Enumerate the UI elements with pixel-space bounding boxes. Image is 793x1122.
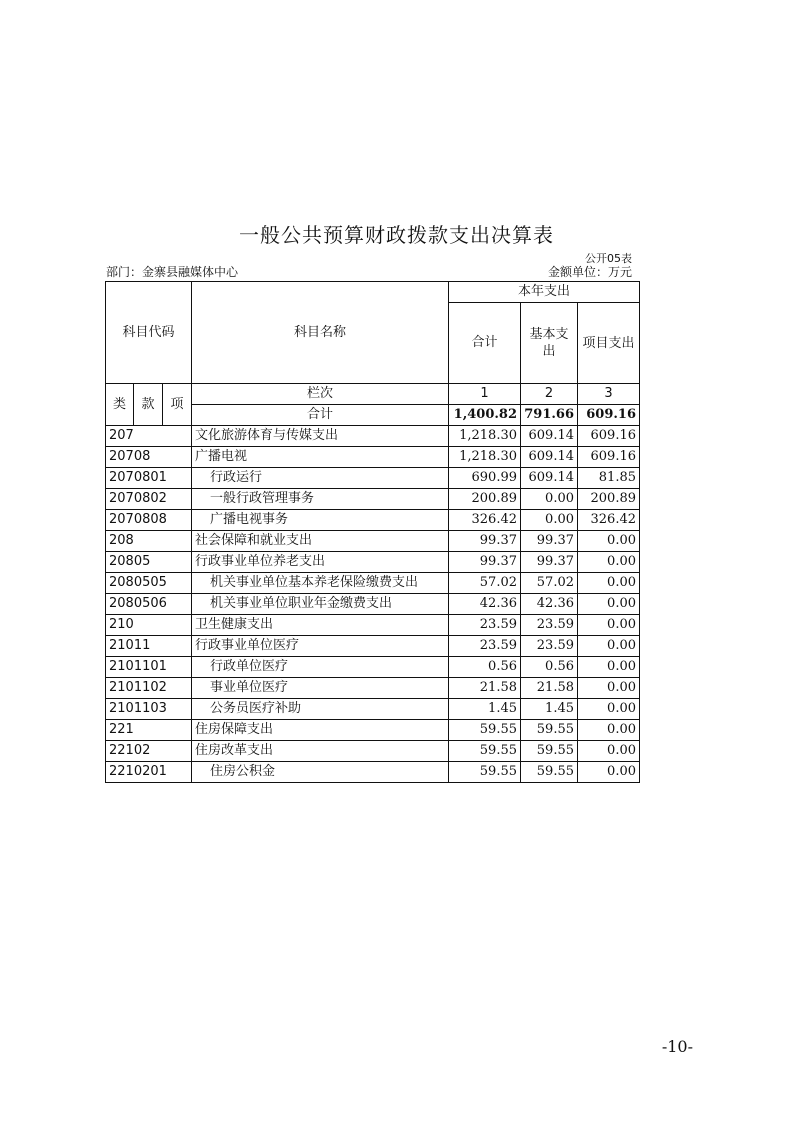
expenditure-table (105, 281, 640, 783)
row-total: 21.58 (449, 678, 521, 699)
table-row (106, 594, 640, 615)
row-total: 0.56 (449, 657, 521, 678)
column-number-row (106, 384, 640, 405)
row-name: 住房保障支出 (192, 720, 449, 741)
row-name: 广播电视 (192, 447, 449, 468)
row-name: 社会保障和就业支出 (192, 531, 449, 552)
form-number: 公开05表 (585, 252, 632, 265)
row-total: 59.55 (449, 720, 521, 741)
row-basic: 99.37 (521, 552, 578, 573)
table-row (106, 426, 640, 447)
table-row (106, 699, 640, 720)
lei-header: 类 (106, 384, 134, 426)
header-row-1 (106, 282, 640, 303)
row-name: 事业单位医疗 (192, 678, 449, 699)
row-total: 59.55 (449, 741, 521, 762)
row-name: 行政事业单位医疗 (192, 636, 449, 657)
row-project: 0.00 (578, 552, 640, 573)
row-basic: 23.59 (521, 615, 578, 636)
kuan-header: 款 (134, 384, 163, 426)
row-code: 20708 (106, 447, 192, 468)
row-total: 57.02 (449, 573, 521, 594)
xiang-header: 项 (163, 384, 192, 426)
row-name: 住房改革支出 (192, 741, 449, 762)
row-total: 99.37 (449, 552, 521, 573)
row-basic: 609.14 (521, 426, 578, 447)
grand-total-amount: 1,400.82 (449, 405, 521, 426)
row-code: 2070801 (106, 468, 192, 489)
row-name: 住房公积金 (192, 762, 449, 783)
row-code: 21011 (106, 636, 192, 657)
table-row (106, 615, 640, 636)
row-project: 81.85 (578, 468, 640, 489)
table-row (106, 447, 640, 468)
department-label: 部门：金寨县融媒体中心 (106, 265, 239, 279)
table-row (106, 741, 640, 762)
row-code: 210 (106, 615, 192, 636)
table-row (106, 657, 640, 678)
grand-total-basic: 791.66 (521, 405, 578, 426)
row-name: 文化旅游体育与传媒支出 (192, 426, 449, 447)
row-basic: 609.14 (521, 447, 578, 468)
row-name: 行政运行 (192, 468, 449, 489)
column-number-label: 栏次 (192, 384, 449, 405)
row-total: 1.45 (449, 699, 521, 720)
total-header: 合计 (449, 303, 521, 384)
amount-unit-label: 金额单位：万元 (547, 265, 632, 279)
row-code: 207 (106, 426, 192, 447)
row-name: 一般行政管理事务 (192, 489, 449, 510)
row-project: 0.00 (578, 531, 640, 552)
row-project: 0.00 (578, 615, 640, 636)
row-total: 1,218.30 (449, 447, 521, 468)
column-1-number: 1 (449, 384, 521, 405)
table-row (106, 489, 640, 510)
row-project: 200.89 (578, 489, 640, 510)
row-name: 机关事业单位职业年金缴费支出 (192, 594, 449, 615)
row-code: 221 (106, 720, 192, 741)
row-name: 卫生健康支出 (192, 615, 449, 636)
row-project: 0.00 (578, 594, 640, 615)
table-row (106, 636, 640, 657)
row-basic: 609.14 (521, 468, 578, 489)
row-basic: 42.36 (521, 594, 578, 615)
row-code: 208 (106, 531, 192, 552)
row-total: 200.89 (449, 489, 521, 510)
row-basic: 0.00 (521, 489, 578, 510)
subject-code-header: 科目代码 (106, 282, 192, 384)
row-code: 22102 (106, 741, 192, 762)
row-total: 99.37 (449, 531, 521, 552)
row-code: 2101101 (106, 657, 192, 678)
table-row (106, 552, 640, 573)
row-basic: 59.55 (521, 720, 578, 741)
row-total: 690.99 (449, 468, 521, 489)
current-year-header: 本年支出 (449, 282, 640, 303)
column-3-number: 3 (578, 384, 640, 405)
row-project: 326.42 (578, 510, 640, 531)
row-total: 42.36 (449, 594, 521, 615)
row-code: 2080505 (106, 573, 192, 594)
table-row (106, 468, 640, 489)
row-code: 20805 (106, 552, 192, 573)
row-basic: 23.59 (521, 636, 578, 657)
project-header: 项目支出 (578, 303, 640, 384)
report-title: 一般公共预算财政拨款支出决算表 (239, 223, 554, 247)
row-basic: 57.02 (521, 573, 578, 594)
row-total: 23.59 (449, 615, 521, 636)
row-total: 1,218.30 (449, 426, 521, 447)
row-project: 0.00 (578, 699, 640, 720)
row-code: 2070802 (106, 489, 192, 510)
row-code: 2210201 (106, 762, 192, 783)
basic-header: 基本支出 (521, 303, 578, 384)
row-name: 行政单位医疗 (192, 657, 449, 678)
row-project: 609.16 (578, 426, 640, 447)
row-total: 59.55 (449, 762, 521, 783)
table-row (106, 510, 640, 531)
row-basic: 59.55 (521, 741, 578, 762)
row-code: 2070808 (106, 510, 192, 531)
row-project: 0.00 (578, 678, 640, 699)
row-code: 2101103 (106, 699, 192, 720)
table-row (106, 531, 640, 552)
row-basic: 0.56 (521, 657, 578, 678)
table-row (106, 678, 640, 699)
row-basic: 59.55 (521, 762, 578, 783)
row-total: 23.59 (449, 636, 521, 657)
grand-total-project: 609.16 (578, 405, 640, 426)
row-name: 行政事业单位养老支出 (192, 552, 449, 573)
row-project: 0.00 (578, 762, 640, 783)
row-basic: 0.00 (521, 510, 578, 531)
row-code: 2101102 (106, 678, 192, 699)
row-project: 0.00 (578, 657, 640, 678)
subject-name-header: 科目名称 (192, 282, 449, 384)
row-project: 609.16 (578, 447, 640, 468)
row-basic: 21.58 (521, 678, 578, 699)
row-project: 0.00 (578, 573, 640, 594)
table-row (106, 720, 640, 741)
row-basic: 1.45 (521, 699, 578, 720)
row-name: 广播电视事务 (192, 510, 449, 531)
row-basic: 99.37 (521, 531, 578, 552)
table-row (106, 762, 640, 783)
row-project: 0.00 (578, 720, 640, 741)
row-code: 2080506 (106, 594, 192, 615)
table-row (106, 573, 640, 594)
row-total: 326.42 (449, 510, 521, 531)
row-project: 0.00 (578, 636, 640, 657)
row-name: 机关事业单位基本养老保险缴费支出 (192, 573, 449, 594)
page-number: -10- (661, 1037, 693, 1056)
grand-total-label: 合计 (192, 405, 449, 426)
row-project: 0.00 (578, 741, 640, 762)
column-2-number: 2 (521, 384, 578, 405)
row-name: 公务员医疗补助 (192, 699, 449, 720)
